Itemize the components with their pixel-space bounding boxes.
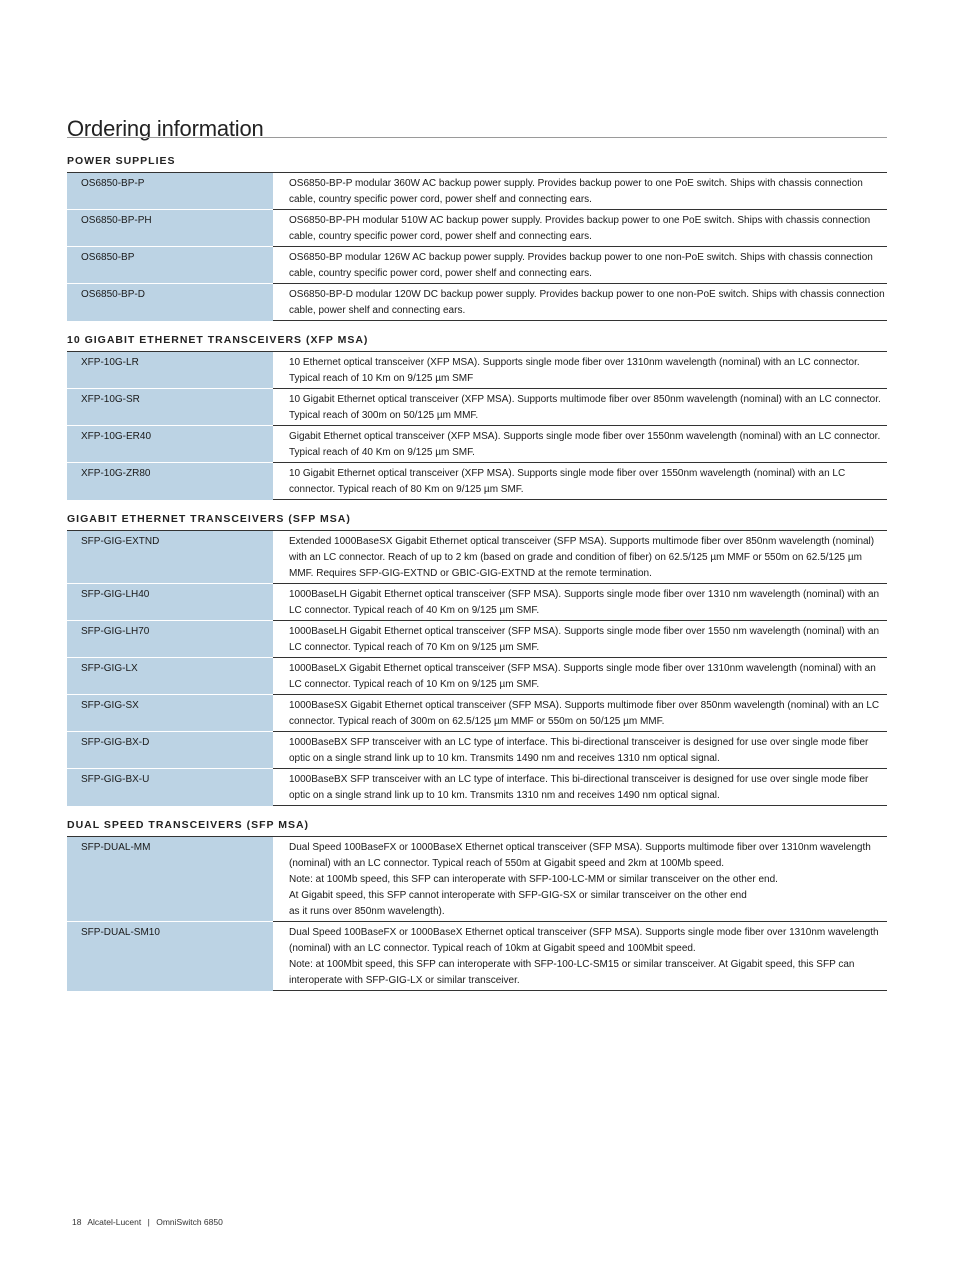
- description-line: 1000BaseLH Gigabit Ethernet optical transceiver (SFP MSA). Supports single mode fiber over 1310 nm wavelength (nominal) with an LC connector. Typical reach of 40 Km on 9/125 µm SMF.: [289, 589, 880, 616]
- table-row: [67, 210, 887, 247]
- part-number: SFP-GIG-EXTND: [67, 531, 273, 584]
- description-line: 1000BaseSX Gigabit Ethernet optical transceiver (SFP MSA). Supports multimode fiber over 850nm wavelength (nominal) with an LC connector. Typical reach of 300m on 62.5/125 µm MMF or 550m on 50/125 µm MMF.: [289, 700, 880, 727]
- section: [67, 819, 887, 991]
- part-number: SFP-DUAL-SM10: [67, 922, 273, 991]
- table-row: [67, 463, 887, 500]
- part-description: [273, 426, 887, 463]
- page-number: 18: [72, 1217, 82, 1227]
- table-row: [67, 426, 887, 463]
- section-heading: 10 GIGABIT ETHERNET TRANSCEIVERS (XFP MSA): [67, 334, 369, 346]
- part-description: [273, 352, 887, 389]
- part-description: [273, 658, 887, 695]
- description-line: as it runs over 850nm wavelength).: [289, 906, 445, 917]
- section: [67, 513, 887, 806]
- section-heading: POWER SUPPLIES: [67, 155, 176, 167]
- table-row: [67, 389, 887, 426]
- table-row: [67, 584, 887, 621]
- table-row: [67, 247, 887, 284]
- table-row: [67, 769, 887, 806]
- part-description: [273, 463, 887, 500]
- description-line: 10 Gigabit Ethernet optical transceiver (XFP MSA). Supports multimode fiber over 850nm wavelength (nominal) with an LC connector. Typical reach of 300m on 50/125 µm MMF.: [289, 394, 881, 421]
- part-number: SFP-DUAL-MM: [67, 837, 273, 922]
- footer-separator: |: [147, 1217, 150, 1227]
- description-line: Dual Speed 100BaseFX or 1000BaseX Ethernet optical transceiver (SFP MSA). Supports single mode fiber over 1310nm wavelength (nominal) with an LC connector. Typical reach of 10km at Gigabit speed and 100Mbit speed.: [289, 927, 879, 954]
- table-row: [67, 695, 887, 732]
- footer-company: Alcatel-Lucent: [87, 1217, 142, 1227]
- description-line: 1000BaseLX Gigabit Ethernet optical transceiver (SFP MSA). Supports single mode fiber over 1310nm wavelength (nominal) with an LC connector. Typical reach of 10 Km on 9/125 µm SMF.: [289, 663, 876, 690]
- part-number: SFP-GIG-BX-U: [67, 769, 273, 806]
- part-number: OS6850-BP-PH: [67, 210, 273, 247]
- description-line: OS6850-BP-D modular 120W DC backup power supply. Provides backup power to one non-PoE switch. Ships with chassis connection cable, power shelf and connecting ears.: [289, 289, 885, 316]
- section: [67, 155, 887, 321]
- part-description: [273, 173, 887, 210]
- part-number: OS6850-BP-D: [67, 284, 273, 321]
- part-number: OS6850-BP-P: [67, 173, 273, 210]
- description-line: 1000BaseBX SFP transceiver with an LC type of interface. This bi-directional transceiver is designed for use over single mode fiber optic on a single strand link up to 10 km. Transmits 1490 nm and receives 1310 nm optical signal.: [289, 737, 869, 764]
- part-description: [273, 695, 887, 732]
- part-description: [273, 389, 887, 426]
- title-row: [67, 112, 887, 142]
- part-number: XFP-10G-ZR80: [67, 463, 273, 500]
- page-title: Ordering information: [67, 116, 264, 141]
- table-row: [67, 284, 887, 321]
- table-row: [67, 837, 887, 922]
- table-row: [67, 531, 887, 584]
- part-description: [273, 531, 887, 584]
- table-row: [67, 173, 887, 210]
- description-line: Gigabit Ethernet optical transceiver (XFP MSA). Supports single mode fiber over 1550nm wavelength (nominal) with an LC connector. Typical reach of 40 Km on 9/125 µm SMF.: [289, 431, 881, 458]
- part-number: SFP-GIG-LH70: [67, 621, 273, 658]
- footer-product: OmniSwitch 6850: [156, 1217, 223, 1227]
- sections-container: [67, 155, 887, 991]
- description-line: Note: at 100Mb speed, this SFP can interoperate with SFP-100-LC-MM or similar transceiver on the other end.: [289, 874, 778, 885]
- part-description: [273, 922, 887, 991]
- table-row: [67, 621, 887, 658]
- page-footer: [72, 1217, 227, 1228]
- ordering-table: [67, 172, 887, 321]
- part-number: XFP-10G-SR: [67, 389, 273, 426]
- part-number: SFP-GIG-LX: [67, 658, 273, 695]
- description-line: 1000BaseLH Gigabit Ethernet optical transceiver (SFP MSA). Supports single mode fiber over 1550 nm wavelength (nominal) with an LC connector. Typical reach of 70 Km on 9/125 µm SMF.: [289, 626, 880, 653]
- part-description: [273, 621, 887, 658]
- part-number: SFP-GIG-BX-D: [67, 732, 273, 769]
- section-heading: DUAL SPEED TRANSCEIVERS (SFP MSA): [67, 819, 310, 831]
- part-description: [273, 584, 887, 621]
- description-line: At Gigabit speed, this SFP cannot interoperate with SFP-GIG-SX or similar transceiver on the other end: [289, 890, 747, 901]
- table-row: [67, 658, 887, 695]
- part-description: [273, 247, 887, 284]
- description-line: OS6850-BP modular 126W AC backup power supply. Provides backup power to one non-PoE switch. Ships with chassis connection cable, country specific power cord, power shelf and connecting ears.: [289, 252, 873, 279]
- description-line: Dual Speed 100BaseFX or 1000BaseX Ethernet optical transceiver (SFP MSA). Supports multimode fiber over 1310nm wavelength (nominal) with an LC connector. Typical reach of 550m at Gigabit speed and 2km at 100Mb speed.: [289, 842, 871, 869]
- section-heading: GIGABIT ETHERNET TRANSCEIVERS (SFP MSA): [67, 513, 351, 525]
- part-description: [273, 210, 887, 247]
- title-rule: [67, 137, 887, 138]
- ordering-table: [67, 351, 887, 500]
- description-line: 10 Gigabit Ethernet optical transceiver (XFP MSA). Supports single mode fiber over 1550nm wavelength (nominal) with an LC connector. Typical reach of 80 Km on 9/125 µm SMF.: [289, 468, 846, 495]
- part-description: [273, 732, 887, 769]
- part-number: SFP-GIG-SX: [67, 695, 273, 732]
- part-description: [273, 769, 887, 806]
- description-line: Note: at 100Mbit speed, this SFP can interoperate with SFP-100-LC-SM15 or similar transceiver. At Gigabit speed, this SFP can interoperate with SFP-GIG-LX or similar transceiver.: [289, 959, 855, 986]
- table-row: [67, 922, 887, 991]
- ordering-table: [67, 836, 887, 991]
- part-description: [273, 837, 887, 922]
- table-row: [67, 352, 887, 389]
- part-number: XFP-10G-LR: [67, 352, 273, 389]
- section: [67, 334, 887, 500]
- description-line: Extended 1000BaseSX Gigabit Ethernet optical transceiver (SFP MSA). Supports multimode fiber over 850nm wavelength (nominal) with an LC connector. Reach of up to 2 km (based on grade and condition of fiber) on 62.5/125 µm MMF or 550m on 62.5/125 µm MMF. Requires SFP-GIG-EXTND or GBIC-GIG-EXTND at the remote termination.: [289, 536, 875, 579]
- description-line: 10 Ethernet optical transceiver (XFP MSA). Supports single mode fiber over 1310nm wavelength (nominal) with an LC connector. Typical reach of 10 Km on 9/125 µm SMF: [289, 357, 860, 384]
- ordering-table: [67, 530, 887, 806]
- part-number: OS6850-BP: [67, 247, 273, 284]
- description-line: 1000BaseBX SFP transceiver with an LC type of interface. This bi-directional transceiver is designed for use over single mode fiber optic on a single strand link up to 10 km. Transmits 1310 nm and receives 1490 nm optical signal.: [289, 774, 869, 801]
- part-number: SFP-GIG-LH40: [67, 584, 273, 621]
- part-description: [273, 284, 887, 321]
- part-number: XFP-10G-ER40: [67, 426, 273, 463]
- description-line: OS6850-BP-P modular 360W AC backup power supply. Provides backup power to one PoE switch. Ships with chassis connection cable, country specific power cord, power shelf and connecting ears.: [289, 178, 863, 205]
- description-line: OS6850-BP-PH modular 510W AC backup power supply. Provides backup power to one PoE switch. Ships with chassis connection cable, country specific power cord, power shelf and connecting ears.: [289, 215, 871, 242]
- ordering-information: [67, 112, 887, 991]
- table-row: [67, 732, 887, 769]
